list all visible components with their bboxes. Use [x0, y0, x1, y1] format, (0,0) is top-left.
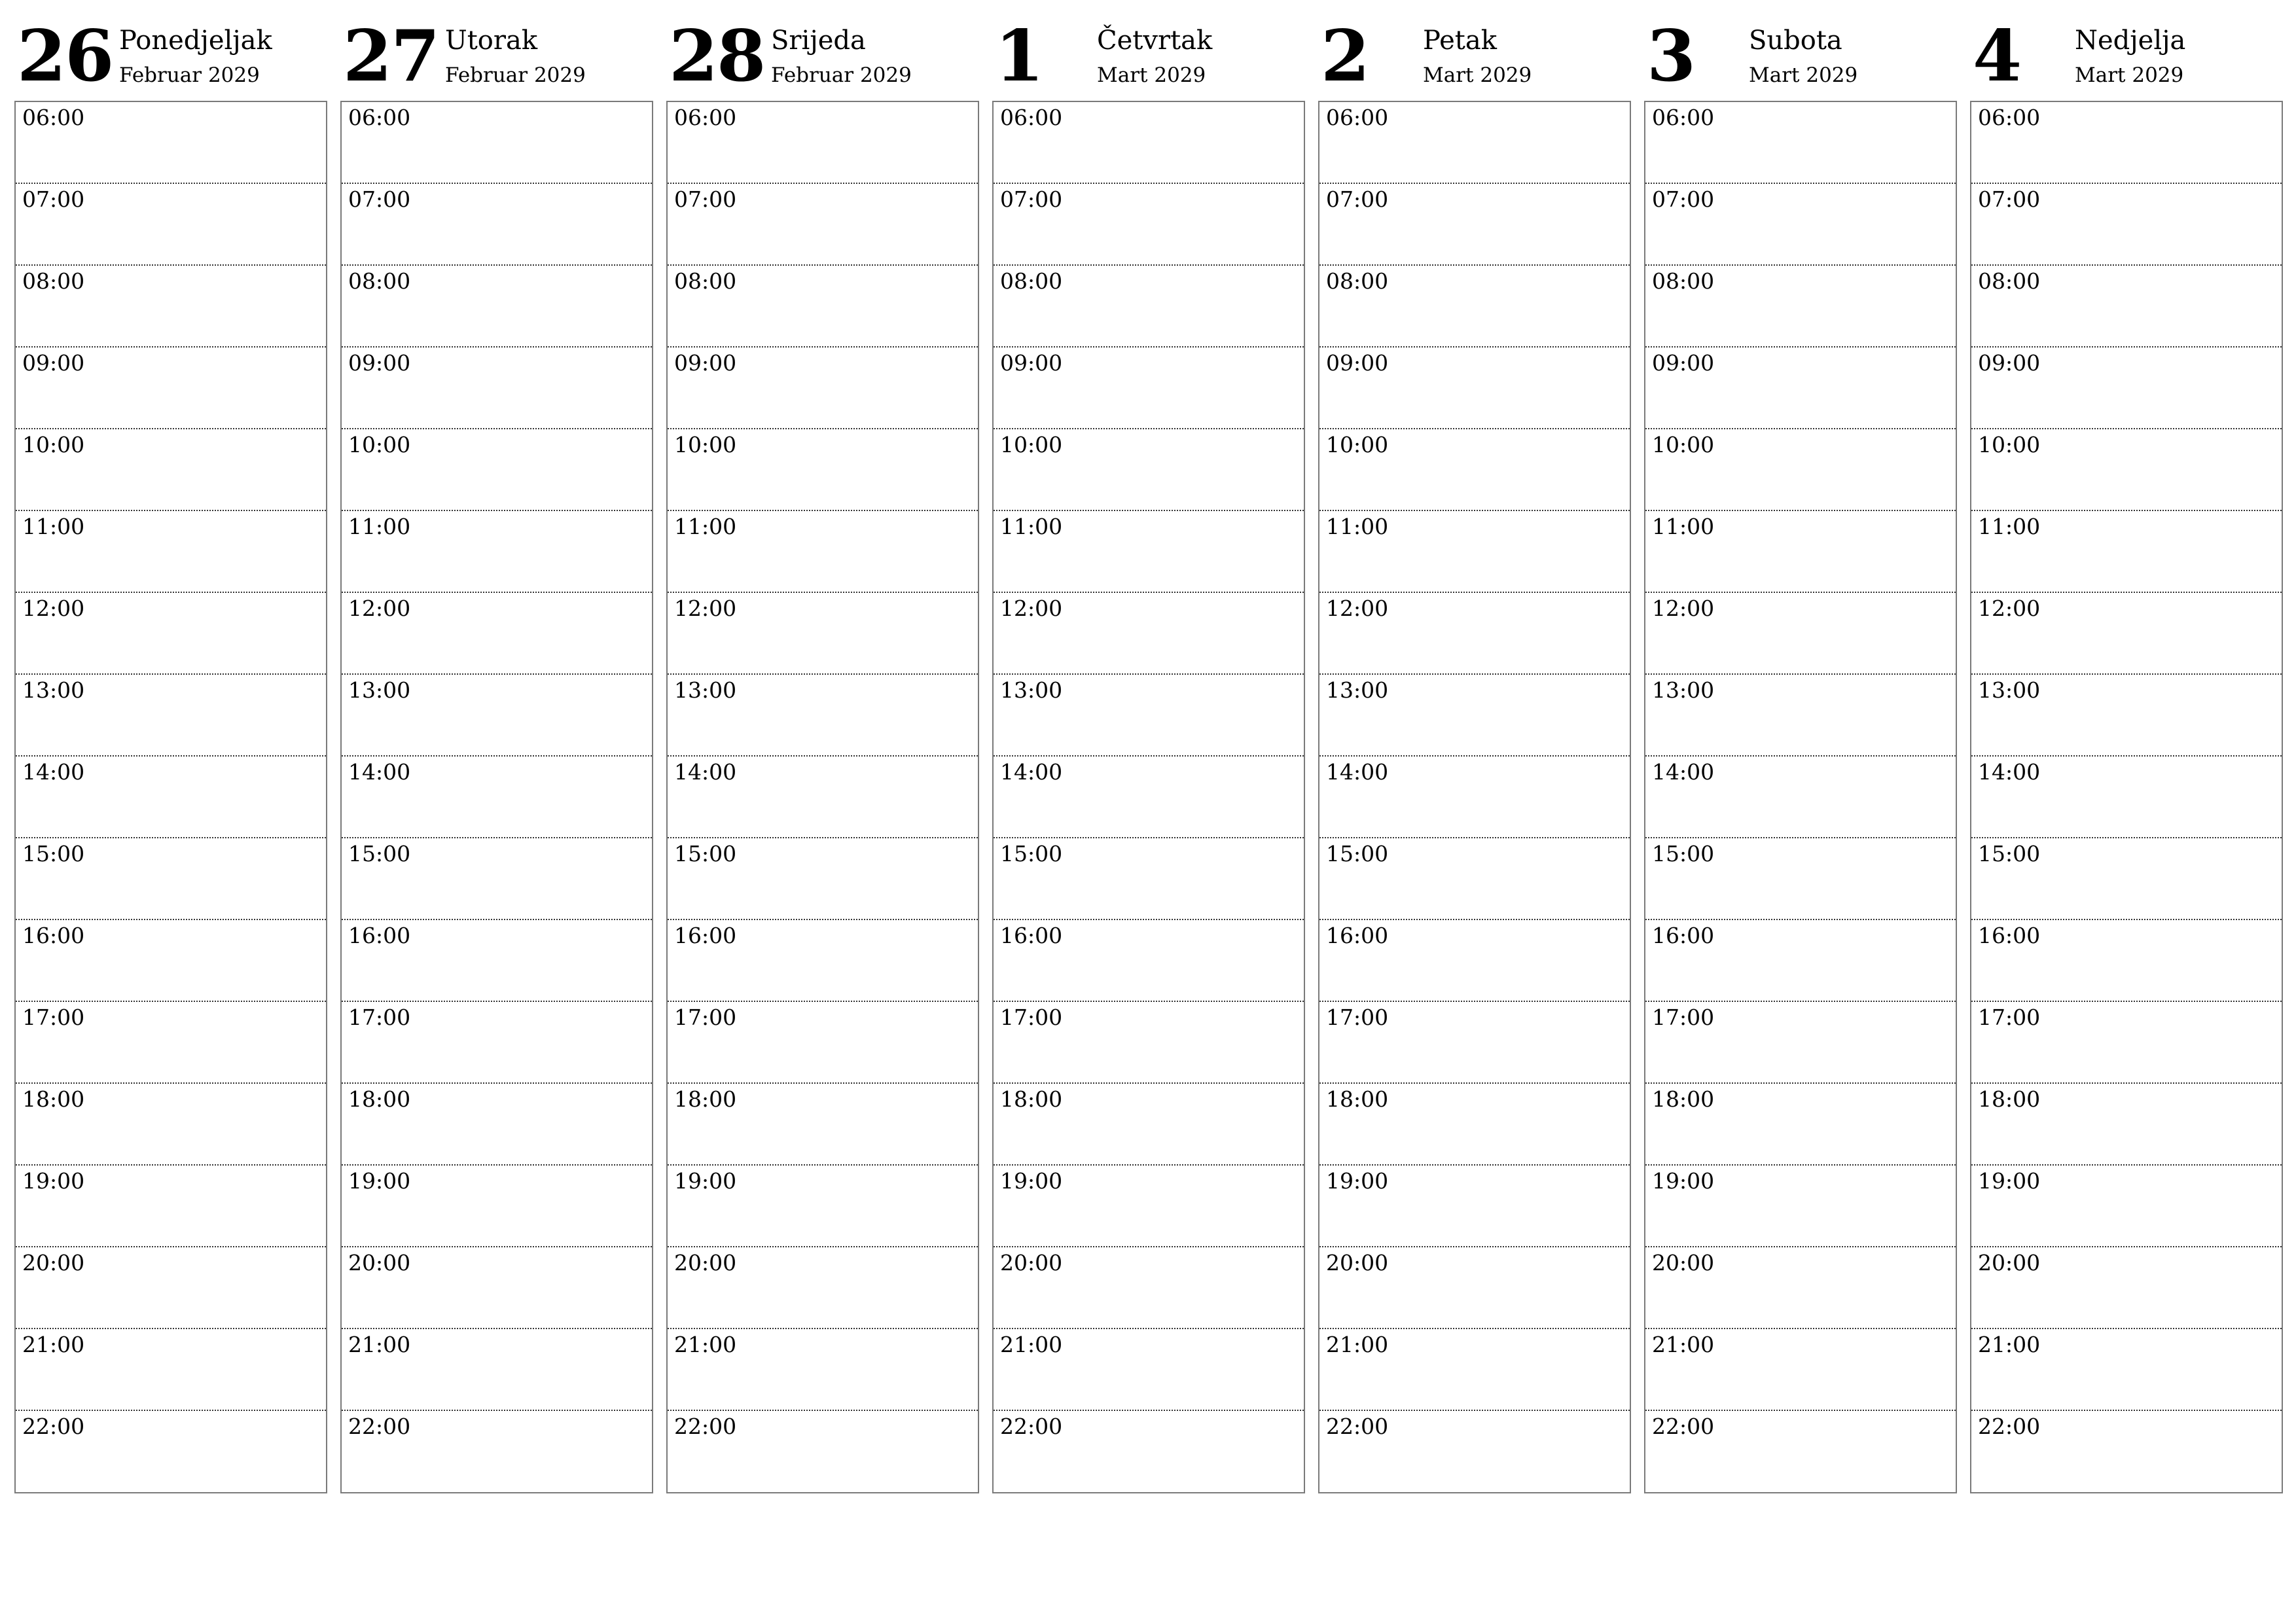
day-number: 26 [17, 15, 113, 98]
hour-slot[interactable] [342, 675, 652, 757]
hour-slot[interactable] [668, 1411, 978, 1493]
hour-slot[interactable] [16, 1247, 326, 1329]
hour-slot[interactable] [342, 1411, 652, 1493]
hour-slot[interactable] [16, 1411, 326, 1493]
hour-label: 13:00 [22, 677, 85, 703]
hour-label: 12:00 [674, 596, 737, 621]
hour-label: 13:00 [1000, 677, 1063, 703]
hour-slot[interactable] [994, 1166, 1304, 1247]
hour-slot[interactable] [16, 266, 326, 348]
hour-slot[interactable] [994, 838, 1304, 920]
hour-slot[interactable] [668, 1329, 978, 1411]
hour-slot[interactable] [1971, 1411, 2282, 1493]
hour-label: 16:00 [22, 923, 85, 948]
hour-slot[interactable] [668, 102, 978, 184]
hour-slot[interactable] [1645, 1084, 1956, 1166]
hour-label: 12:00 [1978, 596, 2041, 621]
hour-slot[interactable] [1971, 675, 2282, 757]
hour-slot[interactable] [1319, 757, 1630, 838]
hour-grid [1644, 101, 1957, 1493]
hour-label: 09:00 [1652, 350, 1715, 376]
hour-label: 15:00 [22, 841, 85, 866]
hour-label: 21:00 [1326, 1332, 1389, 1357]
hour-label: 07:00 [348, 187, 411, 212]
hour-label: 18:00 [1000, 1086, 1063, 1112]
hour-label: 17:00 [1000, 1005, 1063, 1030]
hour-label: 22:00 [1978, 1414, 2041, 1439]
hour-slot[interactable] [16, 675, 326, 757]
day-number: 3 [1647, 15, 1695, 98]
hour-slot[interactable] [1319, 102, 1630, 184]
hour-label: 20:00 [674, 1250, 737, 1275]
day-number: 1 [995, 15, 1043, 98]
hour-slot[interactable] [1971, 266, 2282, 348]
hour-label: 09:00 [1000, 350, 1063, 376]
day-header [1970, 0, 2283, 98]
hour-slot[interactable] [1645, 511, 1956, 593]
hour-label: 19:00 [674, 1168, 737, 1194]
hour-slot[interactable] [1319, 920, 1630, 1002]
hour-slot[interactable] [994, 1329, 1304, 1411]
hour-slot[interactable] [1319, 1329, 1630, 1411]
hour-slot[interactable] [16, 511, 326, 593]
hour-label: 07:00 [22, 187, 85, 212]
hour-label: 18:00 [348, 1086, 411, 1112]
hour-label: 17:00 [1652, 1005, 1715, 1030]
hour-grid [1970, 101, 2283, 1493]
hour-label: 06:00 [1978, 105, 2041, 130]
hour-slot[interactable] [16, 102, 326, 184]
hour-slot[interactable] [342, 266, 652, 348]
hour-slot[interactable] [342, 102, 652, 184]
hour-label: 14:00 [674, 759, 737, 785]
hour-slot[interactable] [342, 1329, 652, 1411]
hour-slot[interactable] [1319, 675, 1630, 757]
hour-slot[interactable] [994, 348, 1304, 429]
month-year: Mart 2029 [1749, 63, 1858, 87]
hour-slot[interactable] [668, 266, 978, 348]
hour-slot[interactable] [1645, 429, 1956, 511]
hour-label: 10:00 [1326, 432, 1389, 457]
hour-label: 07:00 [1652, 187, 1715, 212]
hour-slot[interactable] [342, 838, 652, 920]
hour-slot[interactable] [668, 1166, 978, 1247]
hour-slot[interactable] [1971, 1166, 2282, 1247]
hour-slot[interactable] [342, 1002, 652, 1084]
hour-label: 10:00 [1000, 432, 1063, 457]
hour-label: 21:00 [1000, 1332, 1063, 1357]
hour-slot[interactable] [342, 593, 652, 675]
hour-label: 21:00 [674, 1332, 737, 1357]
hour-slot[interactable] [342, 920, 652, 1002]
hour-label: 11:00 [674, 514, 737, 539]
hour-grid [1318, 101, 1631, 1493]
hour-slot[interactable] [16, 838, 326, 920]
hour-label: 09:00 [1326, 350, 1389, 376]
month-year: Februar 2029 [771, 63, 912, 87]
hour-label: 08:00 [674, 268, 737, 294]
hour-slot[interactable] [994, 1411, 1304, 1493]
day-header [666, 0, 979, 98]
hour-slot[interactable] [668, 593, 978, 675]
day-name: Nedjelja [2075, 26, 2186, 56]
hour-label: 10:00 [1652, 432, 1715, 457]
hour-label: 21:00 [1978, 1332, 2041, 1357]
hour-slot[interactable] [668, 838, 978, 920]
hour-label: 14:00 [1000, 759, 1063, 785]
hour-label: 16:00 [1652, 923, 1715, 948]
day-name: Subota [1749, 26, 1842, 56]
hour-slot[interactable] [1319, 429, 1630, 511]
hour-label: 18:00 [1652, 1086, 1715, 1112]
hour-label: 19:00 [22, 1168, 85, 1194]
hour-label: 19:00 [1652, 1168, 1715, 1194]
hour-label: 11:00 [1000, 514, 1063, 539]
month-year: Februar 2029 [119, 63, 260, 87]
hour-label: 14:00 [348, 759, 411, 785]
hour-slot[interactable] [994, 757, 1304, 838]
hour-label: 15:00 [1326, 841, 1389, 866]
hour-slot[interactable] [1971, 102, 2282, 184]
hour-grid [14, 101, 327, 1493]
hour-slot[interactable] [16, 757, 326, 838]
hour-slot[interactable] [668, 1247, 978, 1329]
day-name: Ponedjeljak [119, 26, 272, 56]
month-year: Mart 2029 [1423, 63, 1532, 87]
hour-label: 21:00 [22, 1332, 85, 1357]
hour-slot[interactable] [1971, 1002, 2282, 1084]
hour-label: 10:00 [348, 432, 411, 457]
hour-slot[interactable] [16, 348, 326, 429]
hour-label: 13:00 [1326, 677, 1389, 703]
day-number: 4 [1973, 15, 2021, 98]
day-number: 2 [1321, 15, 1369, 98]
hour-slot[interactable] [994, 429, 1304, 511]
hour-slot[interactable] [994, 266, 1304, 348]
hour-slot[interactable] [342, 1166, 652, 1247]
hour-label: 09:00 [674, 350, 737, 376]
hour-label: 09:00 [1978, 350, 2041, 376]
hour-label: 15:00 [1978, 841, 2041, 866]
hour-slot[interactable] [1319, 1247, 1630, 1329]
hour-slot[interactable] [1319, 1166, 1630, 1247]
hour-label: 20:00 [1326, 1250, 1389, 1275]
hour-slot[interactable] [994, 1002, 1304, 1084]
hour-slot[interactable] [1645, 184, 1956, 266]
hour-slot[interactable] [668, 1084, 978, 1166]
hour-label: 10:00 [22, 432, 85, 457]
hour-slot[interactable] [342, 1247, 652, 1329]
hour-slot[interactable] [1971, 429, 2282, 511]
hour-label: 17:00 [674, 1005, 737, 1030]
hour-label: 18:00 [1326, 1086, 1389, 1112]
hour-slot[interactable] [1645, 675, 1956, 757]
hour-slot[interactable] [1645, 1329, 1956, 1411]
hour-grid [340, 101, 653, 1493]
hour-label: 16:00 [1978, 923, 2041, 948]
hour-label: 18:00 [1978, 1086, 2041, 1112]
hour-slot[interactable] [668, 511, 978, 593]
hour-label: 13:00 [348, 677, 411, 703]
hour-slot[interactable] [342, 184, 652, 266]
hour-slot[interactable] [668, 429, 978, 511]
hour-label: 06:00 [1326, 105, 1389, 130]
hour-label: 07:00 [1000, 187, 1063, 212]
hour-label: 21:00 [348, 1332, 411, 1357]
day-name: Četvrtak [1097, 26, 1213, 56]
hour-slot[interactable] [16, 1329, 326, 1411]
day-header [14, 0, 327, 98]
hour-slot[interactable] [1645, 1247, 1956, 1329]
hour-slot[interactable] [994, 920, 1304, 1002]
hour-label: 08:00 [1000, 268, 1063, 294]
hour-label: 06:00 [1000, 105, 1063, 130]
hour-label: 12:00 [22, 596, 85, 621]
hour-label: 08:00 [22, 268, 85, 294]
hour-slot[interactable] [994, 593, 1304, 675]
hour-label: 08:00 [1978, 268, 2041, 294]
hour-slot[interactable] [1319, 1084, 1630, 1166]
hour-slot[interactable] [1645, 757, 1956, 838]
hour-label: 16:00 [348, 923, 411, 948]
day-name: Petak [1423, 26, 1497, 56]
hour-slot[interactable] [1645, 593, 1956, 675]
hour-slot[interactable] [1319, 593, 1630, 675]
hour-label: 18:00 [674, 1086, 737, 1112]
hour-label: 09:00 [348, 350, 411, 376]
hour-slot[interactable] [1645, 1411, 1956, 1493]
hour-slot[interactable] [1971, 838, 2282, 920]
hour-label: 08:00 [1652, 268, 1715, 294]
hour-slot[interactable] [668, 1002, 978, 1084]
hour-label: 07:00 [1326, 187, 1389, 212]
hour-label: 20:00 [1978, 1250, 2041, 1275]
hour-slot[interactable] [1971, 1329, 2282, 1411]
hour-slot[interactable] [668, 757, 978, 838]
hour-slot[interactable] [16, 1084, 326, 1166]
hour-slot[interactable] [1319, 838, 1630, 920]
hour-slot[interactable] [1319, 1002, 1630, 1084]
hour-label: 20:00 [1652, 1250, 1715, 1275]
hour-label: 06:00 [22, 105, 85, 130]
hour-label: 07:00 [1978, 187, 2041, 212]
hour-label: 12:00 [1326, 596, 1389, 621]
hour-label: 13:00 [1978, 677, 2041, 703]
day-header [340, 0, 653, 98]
hour-label: 20:00 [22, 1250, 85, 1275]
hour-slot[interactable] [1319, 184, 1630, 266]
hour-label: 19:00 [348, 1168, 411, 1194]
hour-label: 12:00 [1000, 596, 1063, 621]
hour-label: 11:00 [1652, 514, 1715, 539]
hour-slot[interactable] [994, 184, 1304, 266]
hour-label: 15:00 [1652, 841, 1715, 866]
hour-slot[interactable] [16, 1166, 326, 1247]
hour-label: 11:00 [348, 514, 411, 539]
hour-label: 15:00 [1000, 841, 1063, 866]
hour-slot[interactable] [1645, 348, 1956, 429]
hour-label: 08:00 [348, 268, 411, 294]
hour-label: 16:00 [674, 923, 737, 948]
hour-slot[interactable] [994, 511, 1304, 593]
hour-slot[interactable] [342, 757, 652, 838]
hour-slot[interactable] [1971, 757, 2282, 838]
hour-slot[interactable] [342, 348, 652, 429]
hour-slot[interactable] [1645, 920, 1956, 1002]
hour-label: 17:00 [348, 1005, 411, 1030]
hour-slot[interactable] [994, 1084, 1304, 1166]
hour-slot[interactable] [1645, 838, 1956, 920]
hour-label: 14:00 [1978, 759, 2041, 785]
day-header [1644, 0, 1957, 98]
hour-slot[interactable] [1645, 1002, 1956, 1084]
hour-label: 20:00 [1000, 1250, 1063, 1275]
hour-label: 15:00 [674, 841, 737, 866]
hour-label: 18:00 [22, 1086, 85, 1112]
hour-label: 17:00 [1978, 1005, 2041, 1030]
hour-slot[interactable] [16, 429, 326, 511]
hour-slot[interactable] [1971, 593, 2282, 675]
hour-label: 11:00 [22, 514, 85, 539]
hour-label: 06:00 [348, 105, 411, 130]
hour-label: 15:00 [348, 841, 411, 866]
day-header [992, 0, 1305, 98]
hour-label: 12:00 [1652, 596, 1715, 621]
hour-label: 10:00 [674, 432, 737, 457]
hour-label: 07:00 [674, 187, 737, 212]
hour-slot[interactable] [1971, 920, 2282, 1002]
hour-label: 22:00 [1000, 1414, 1063, 1439]
hour-slot[interactable] [16, 920, 326, 1002]
hour-label: 13:00 [1652, 677, 1715, 703]
hour-label: 19:00 [1978, 1168, 2041, 1194]
hour-label: 21:00 [1652, 1332, 1715, 1357]
hour-slot[interactable] [342, 1084, 652, 1166]
hour-label: 12:00 [348, 596, 411, 621]
hour-label: 06:00 [674, 105, 737, 130]
day-number: 27 [343, 15, 439, 98]
hour-slot[interactable] [668, 920, 978, 1002]
hour-slot[interactable] [342, 511, 652, 593]
hour-label: 20:00 [348, 1250, 411, 1275]
hour-slot[interactable] [342, 429, 652, 511]
hour-slot[interactable] [1971, 1084, 2282, 1166]
month-year: Mart 2029 [2075, 63, 2184, 87]
hour-grid [666, 101, 979, 1493]
hour-slot[interactable] [994, 102, 1304, 184]
hour-slot[interactable] [1319, 1411, 1630, 1493]
hour-slot[interactable] [994, 675, 1304, 757]
hour-label: 19:00 [1000, 1168, 1063, 1194]
hour-slot[interactable] [668, 675, 978, 757]
hour-slot[interactable] [1319, 348, 1630, 429]
hour-slot[interactable] [994, 1247, 1304, 1329]
hour-grid [992, 101, 1305, 1493]
hour-slot[interactable] [1645, 102, 1956, 184]
hour-label: 22:00 [1652, 1414, 1715, 1439]
hour-label: 11:00 [1978, 514, 2041, 539]
hour-slot[interactable] [668, 348, 978, 429]
hour-slot[interactable] [1971, 1247, 2282, 1329]
month-year: Mart 2029 [1097, 63, 1206, 87]
hour-label: 19:00 [1326, 1168, 1389, 1194]
hour-slot[interactable] [16, 1002, 326, 1084]
hour-label: 14:00 [22, 759, 85, 785]
hour-slot[interactable] [1645, 266, 1956, 348]
hour-label: 16:00 [1326, 923, 1389, 948]
hour-label: 13:00 [674, 677, 737, 703]
hour-slot[interactable] [1319, 266, 1630, 348]
hour-label: 17:00 [1326, 1005, 1389, 1030]
hour-slot[interactable] [16, 593, 326, 675]
hour-label: 09:00 [22, 350, 85, 376]
hour-label: 22:00 [1326, 1414, 1389, 1439]
hour-label: 14:00 [1652, 759, 1715, 785]
hour-label: 22:00 [348, 1414, 411, 1439]
hour-slot[interactable] [1971, 184, 2282, 266]
hour-slot[interactable] [1971, 348, 2282, 429]
hour-label: 16:00 [1000, 923, 1063, 948]
month-year: Februar 2029 [445, 63, 586, 87]
hour-slot[interactable] [668, 184, 978, 266]
hour-label: 22:00 [22, 1414, 85, 1439]
hour-label: 10:00 [1978, 432, 2041, 457]
hour-slot[interactable] [1971, 511, 2282, 593]
hour-label: 14:00 [1326, 759, 1389, 785]
hour-slot[interactable] [16, 184, 326, 266]
hour-label: 06:00 [1652, 105, 1715, 130]
hour-label: 11:00 [1326, 514, 1389, 539]
hour-label: 08:00 [1326, 268, 1389, 294]
day-header [1318, 0, 1631, 98]
hour-slot[interactable] [1645, 1166, 1956, 1247]
hour-slot[interactable] [1319, 511, 1630, 593]
day-name: Utorak [445, 26, 538, 56]
hour-label: 17:00 [22, 1005, 85, 1030]
day-number: 28 [669, 15, 765, 98]
day-name: Srijeda [771, 26, 866, 56]
hour-label: 22:00 [674, 1414, 737, 1439]
